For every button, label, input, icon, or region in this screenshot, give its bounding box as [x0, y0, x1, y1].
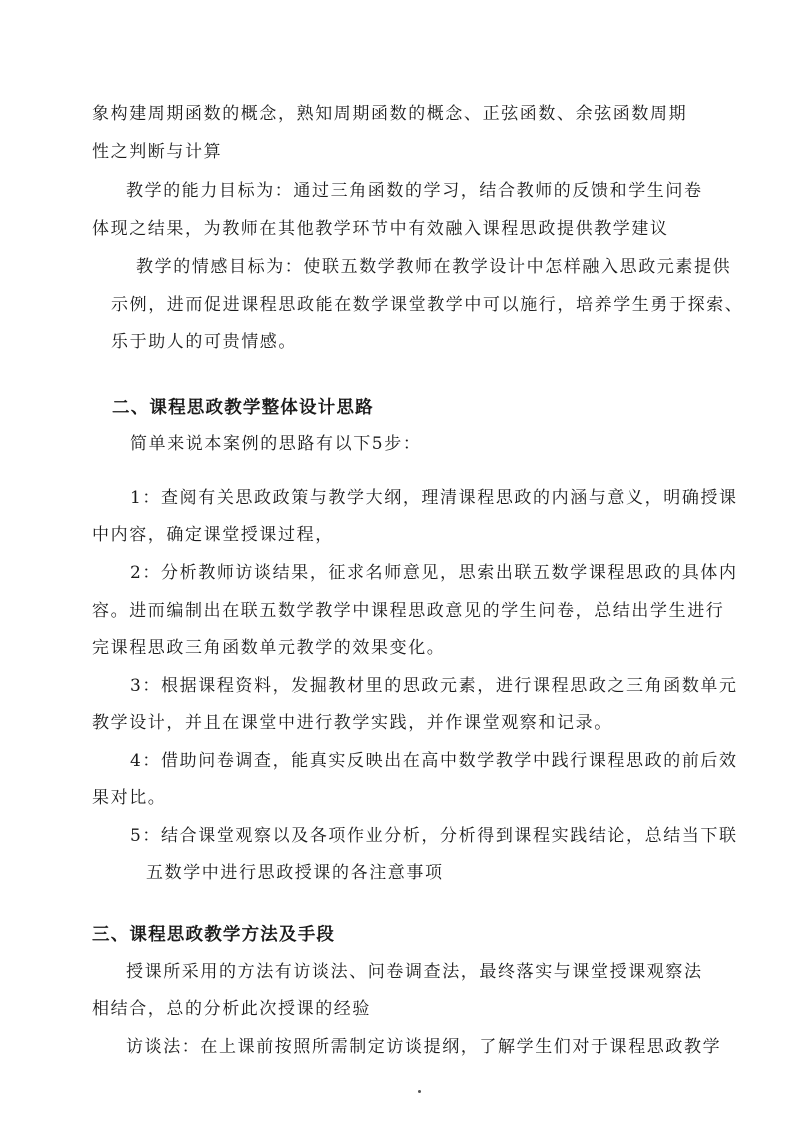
method-line: 相结合，总的分析此次授课的经验: [92, 999, 371, 1019]
emotion-goal-line: 乐于助人的可贵情感。: [111, 332, 297, 352]
step-line: 2：分析教师访谈结果，征求名师意见，思索出联五数学课程思政的具体内: [130, 563, 738, 583]
step-line: 3：根据课程资料，发掘教材里的思政元素，进行课程思政之三角函数单元: [130, 676, 738, 696]
step-line: 5：结合课堂观察以及各项作业分析，分析得到课程实践结论，总结当下联: [130, 826, 738, 846]
section-heading: 三、课程思政教学方法及手段: [92, 925, 336, 945]
method-line: 授课所采用的方法有访谈法、问卷调查法，最终落实与课堂授课观察法: [126, 962, 703, 982]
step-line: 1：查阅有关思政政策与教学大纲，理清课程思政的内涵与意义，明确授课: [130, 488, 738, 508]
step-line: 果对比。: [92, 788, 167, 808]
knowledge-goal-line: 象构建周期函数的概念，熟知周期函数的概念、正弦函数、余弦函数周期: [92, 104, 688, 124]
step-line: 中内容，确定课堂授课过程，: [92, 525, 334, 545]
section-intro: 简单来说本案例的思路有以下5步：: [130, 434, 422, 454]
knowledge-goal-line: 性之判断与计算: [92, 142, 223, 162]
step-line: 五数学中进行思政授课的各注意事项: [146, 863, 444, 883]
step-line: 容。进而编制出在联五数学教学中课程思政意见的学生问卷，总结出学生进行: [92, 601, 725, 621]
interview-method-line: 访谈法：在上课前按照所需制定访谈提纲，了解学生们对于课程思政教学: [126, 1037, 722, 1057]
page-footer-dot: [418, 1090, 421, 1093]
emotion-goal-line: 示例，进而促进课程思政能在数学课堂教学中可以施行，培养学生勇于探索、: [111, 295, 744, 315]
step-line: 完课程思政三角函数单元教学的效果变化。: [92, 638, 446, 658]
step-line: 教学设计，并且在课堂中进行教学实践，并作课堂观察和记录。: [92, 713, 613, 733]
section-heading: 二、课程思政教学整体设计思路: [112, 398, 374, 418]
ability-goal-line: 体现之结果，为教师在其他教学环节中有效融入课程思政提供教学建议: [92, 219, 669, 239]
ability-goal-line: 教学的能力目标为：通过三角函数的学习，结合教师的反馈和学生问卷: [126, 181, 703, 201]
emotion-goal-line: 教学的情感目标为：使联五数学教师在教学设计中怎样融入思政元素提供: [136, 257, 732, 277]
step-line: 4：借助问卷调查，能真实反映出在高中数学教学中践行课程思政的前后效: [130, 751, 738, 771]
